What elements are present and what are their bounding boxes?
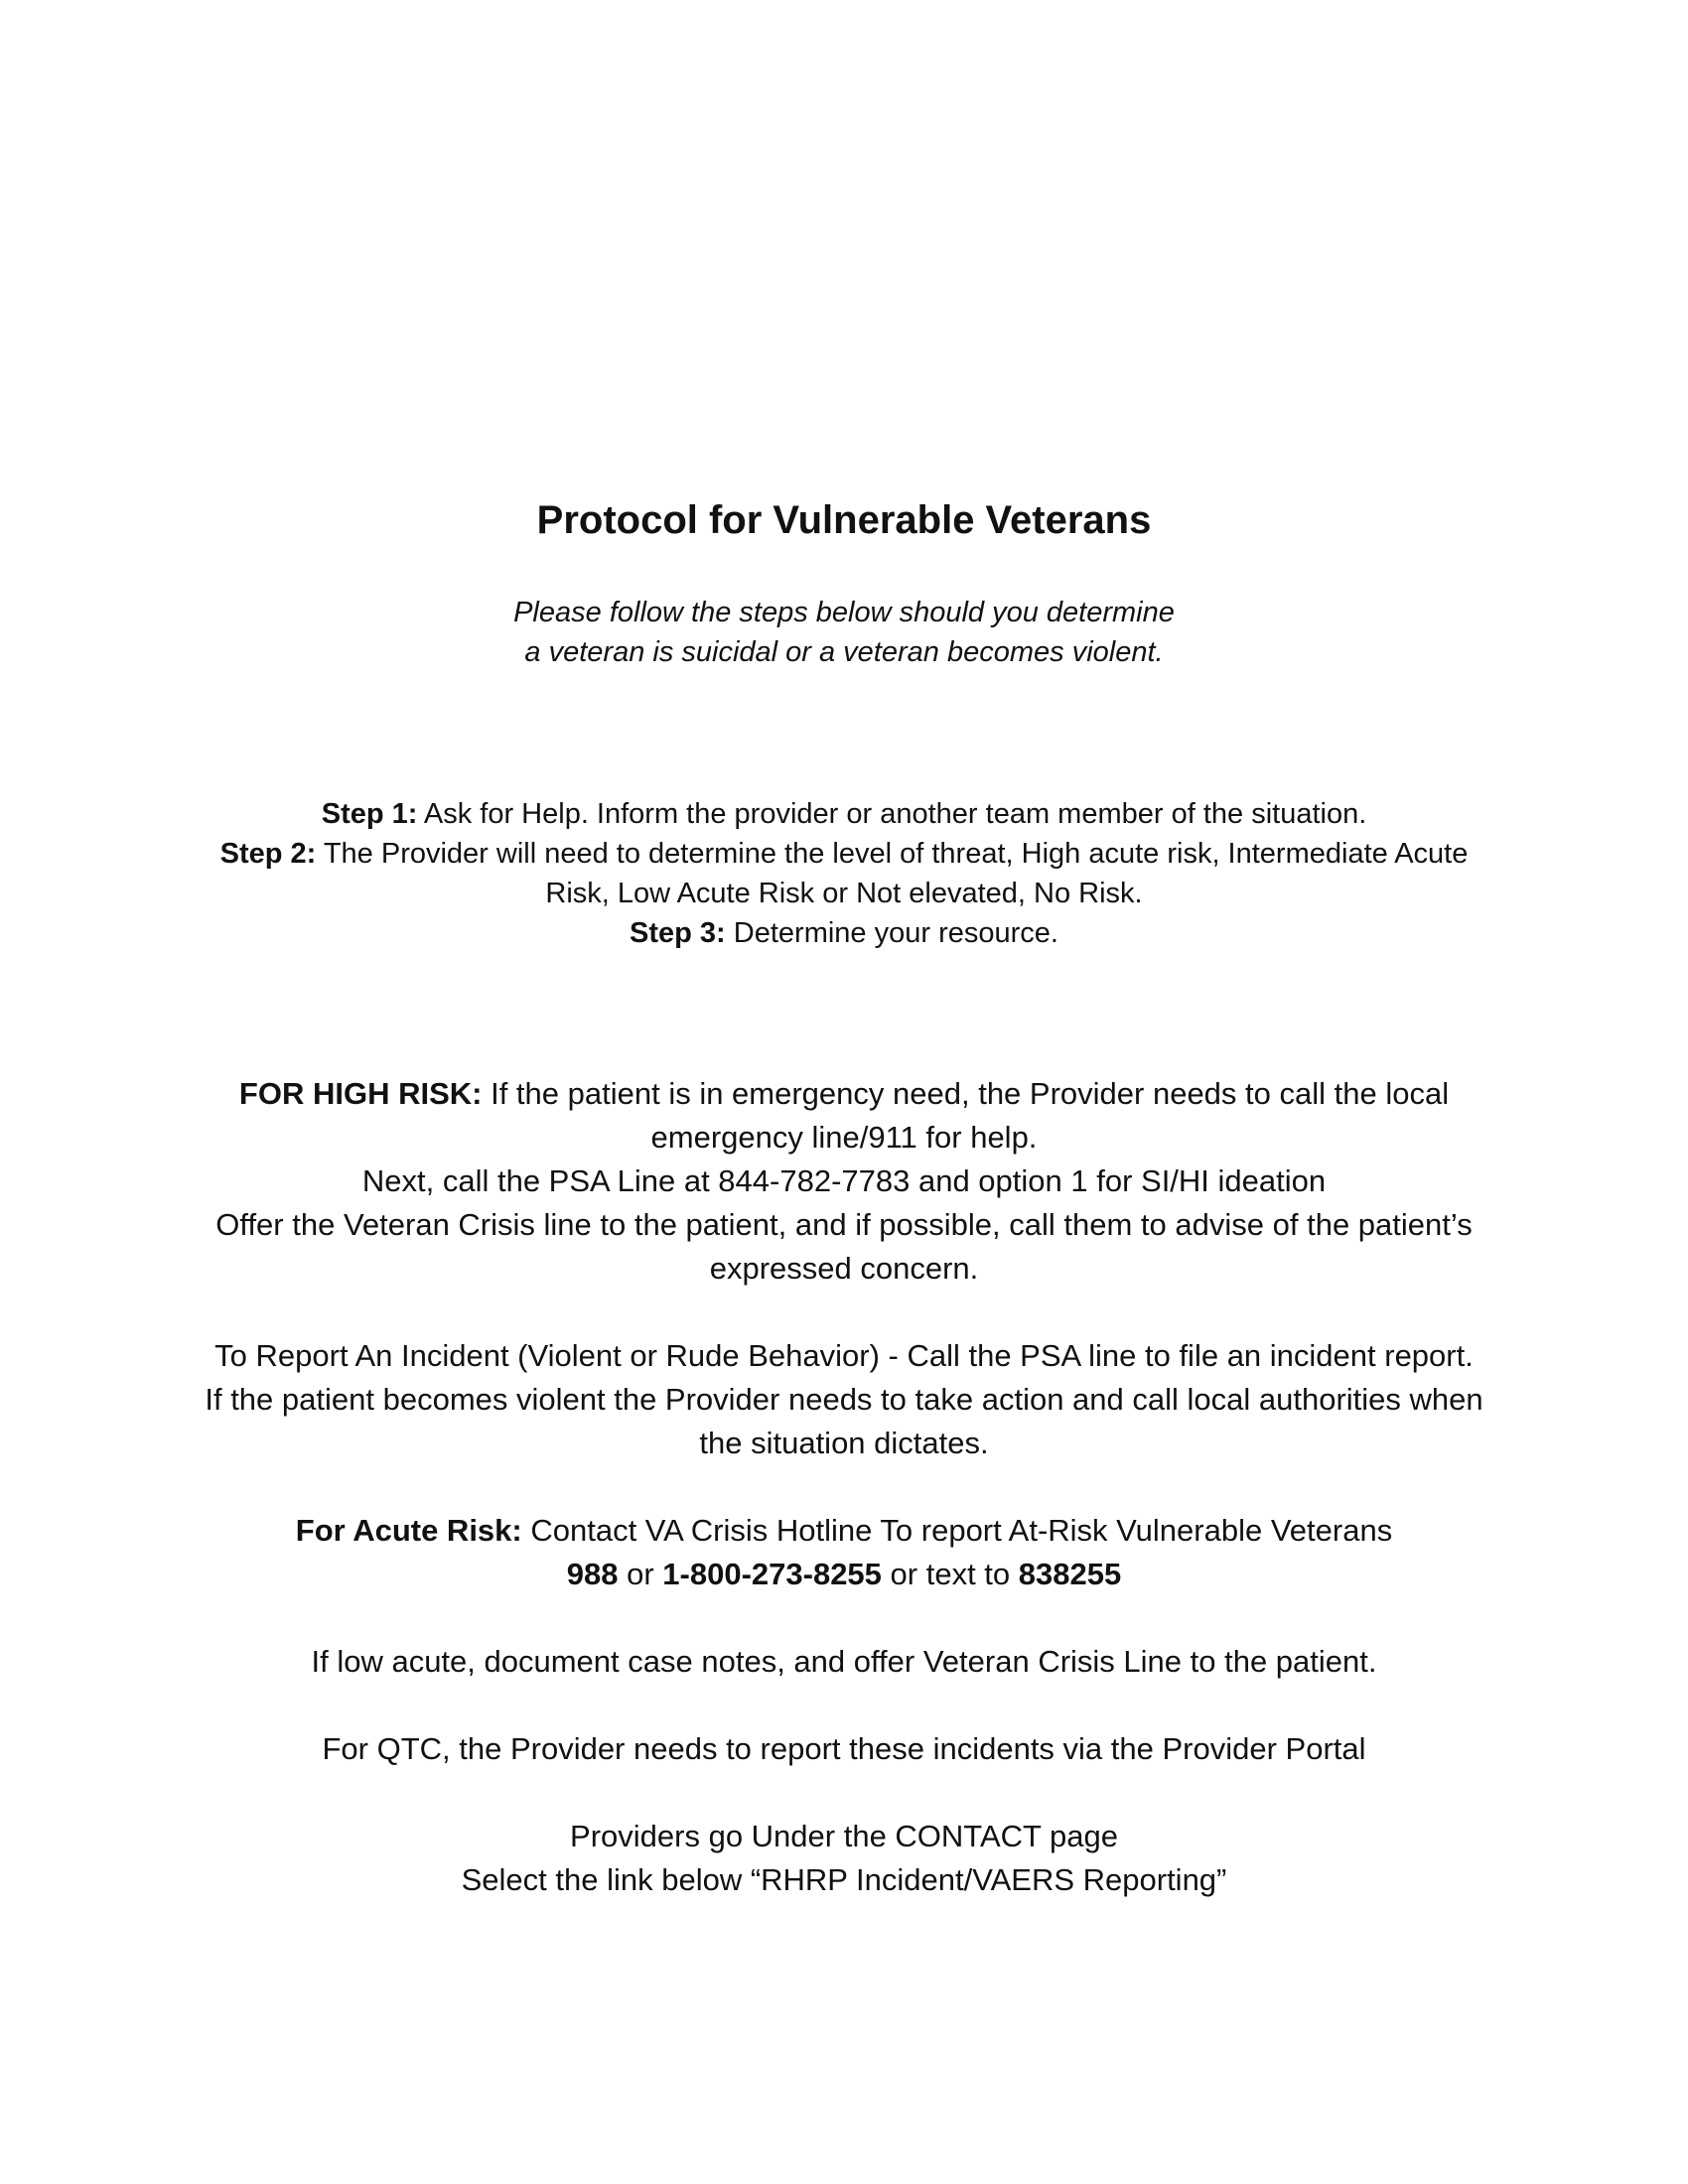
subtitle-line: Please follow the steps below should you determine — [513, 597, 1175, 628]
crisis-line-offer: Offer the Veteran Crisis line to the patient, and if possible, call them to advise of the patient’s expressed concern. — [215, 1207, 1473, 1286]
crisis-numbers — [189, 1553, 1499, 1596]
high-risk-paragraph — [189, 1072, 1499, 1160]
contact-link-line: Select the link below “RHRP Incident/VAERS Reporting” — [461, 1862, 1227, 1897]
step-label: Step 2: — [219, 838, 317, 870]
acute-risk-paragraph — [189, 1509, 1499, 1553]
step-text: Determine your resource. — [725, 917, 1058, 949]
step-label: Step 3: — [630, 917, 726, 949]
step-3 — [199, 913, 1489, 953]
crisis-phone-number: 1-800-273-8255 — [662, 1557, 882, 1591]
step-label: Step 1: — [321, 798, 418, 830]
steps-section — [199, 794, 1489, 953]
crisis-number-988: 988 — [566, 1557, 619, 1591]
qtc-text: For QTC, the Provider needs to report these incidents via the Provider Portal — [322, 1731, 1366, 1766]
low-acute-text: If low acute, document case notes, and offer Veteran Crisis Line to the patient. — [311, 1644, 1377, 1679]
psa-line-instruction: Next, call the PSA Line at 844-782-7783 and option 1 for SI/HI ideation — [361, 1163, 1327, 1198]
protocol-content — [189, 1072, 1499, 1902]
step-1 — [199, 794, 1489, 834]
acute-risk-text: Contact VA Crisis Hotline To report At-Risk Vulnerable Veterans — [521, 1513, 1393, 1548]
step-text: Ask for Help. Inform the provider or another team member of the situation. — [417, 798, 1367, 830]
subtitle-line: a veteran is suicidal or a veteran becomes violent. — [524, 636, 1164, 668]
acute-risk-label: For Acute Risk: — [295, 1513, 522, 1548]
or-text: or — [618, 1557, 663, 1591]
step-text: The Provider will need to determine the level of threat, High acute risk, Intermediate Acute Risk, Low Acute Risk or Not elevated, No Risk. — [316, 838, 1469, 909]
crisis-text-number: 838255 — [1018, 1557, 1122, 1591]
incident-report-text: To Report An Incident (Violent or Rude Behavior) - Call the PSA line to file an incident report. — [214, 1338, 1474, 1373]
high-risk-text: If the patient is in emergency need, the Provider needs to call the local emergency line/911 for help. — [482, 1076, 1450, 1155]
subtitle — [0, 593, 1688, 672]
text-to-label: or text to — [881, 1557, 1019, 1591]
step-2 — [199, 834, 1489, 913]
page-title: Protocol for Vulnerable Veterans — [536, 498, 1152, 542]
violent-patient-text: If the patient becomes violent the Provider needs to take action and call local authorities when the situation dictates. — [205, 1382, 1483, 1460]
high-risk-label: FOR HIGH RISK: — [238, 1076, 483, 1111]
contact-line: Providers go Under the CONTACT page — [570, 1819, 1118, 1853]
